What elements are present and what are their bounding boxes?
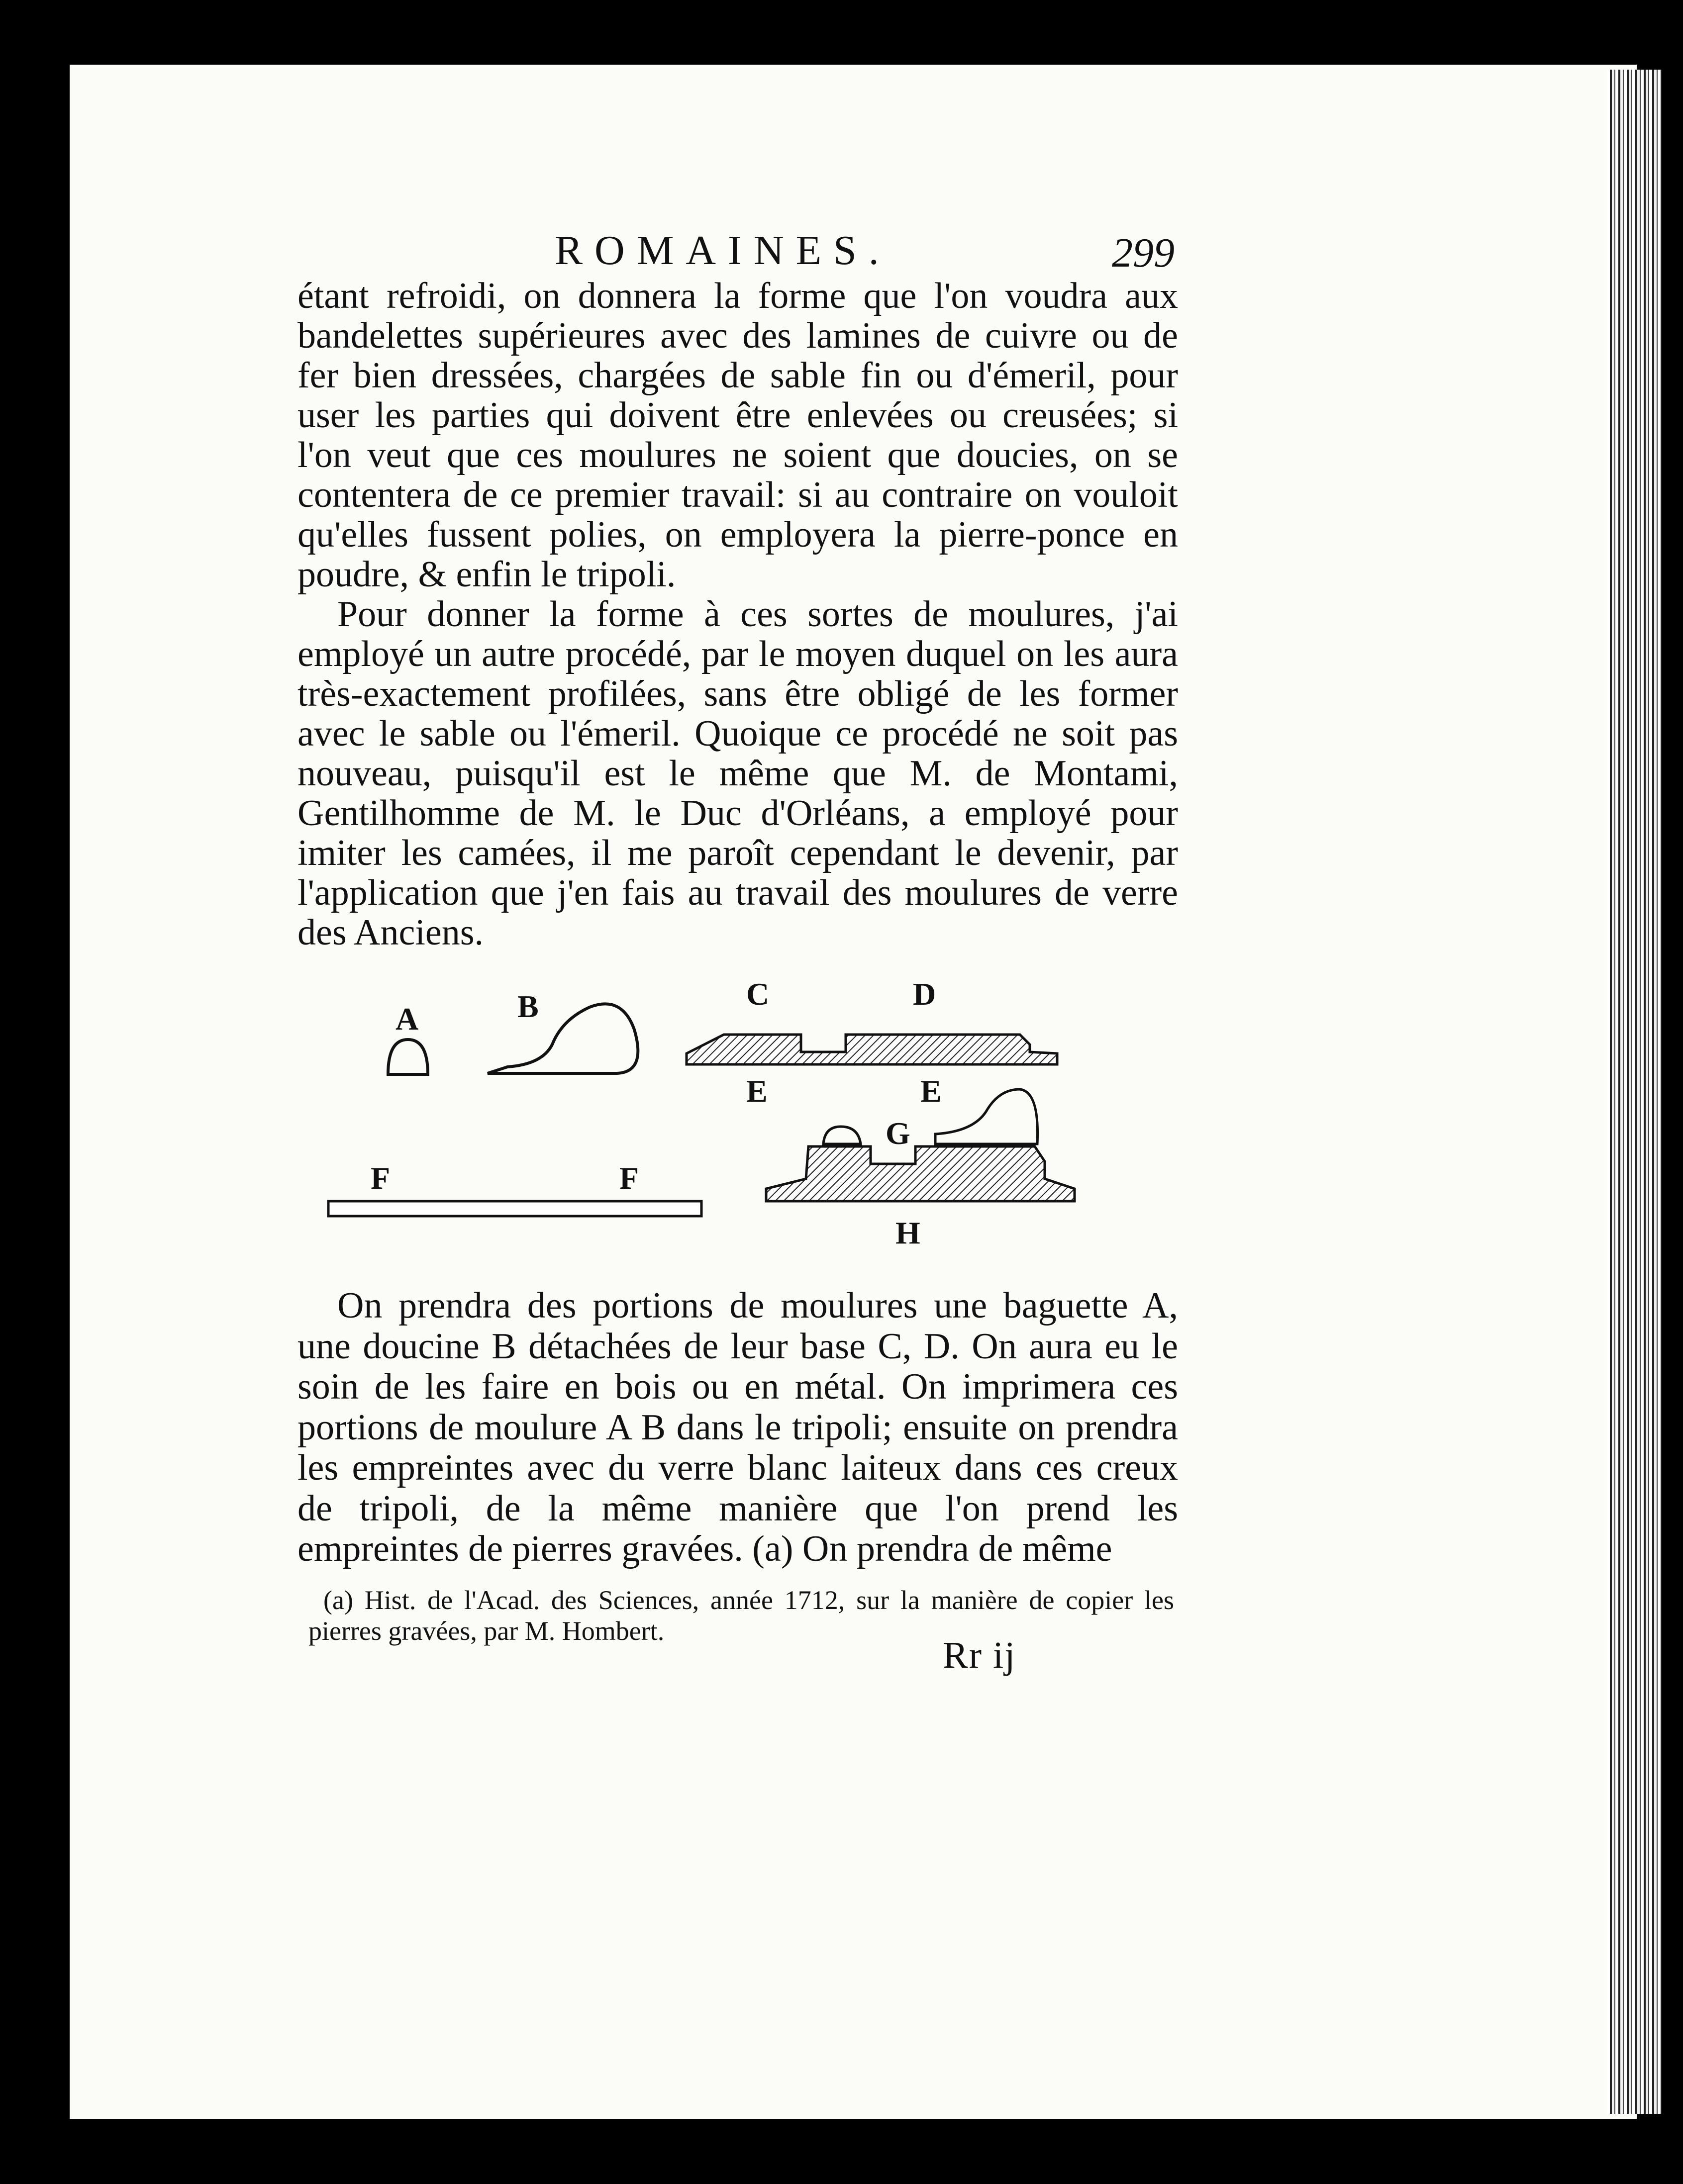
label-h: H xyxy=(895,1215,920,1250)
text-block-upper xyxy=(297,276,1178,952)
label-c: C xyxy=(746,976,770,1012)
paragraph-3: On prendra des portions de moulures une baguette A, une doucine B détachées de leur base C, D. On aura eu le soin de les faire en bois ou en métal. On imprimera ces portions de moulure A B dans le tripoli; ensuite on prendra les empreintes avec du verre blanc laiteux dans ces creux de tripoli, de la même manière que l'on prend les empreintes de pierres gravées. (a) On prendra de même xyxy=(297,1285,1178,1569)
label-g: G xyxy=(886,1116,910,1151)
signature-mark: Rr ij xyxy=(943,1634,1016,1676)
label-f-left: F xyxy=(371,1160,391,1196)
label-b: B xyxy=(517,989,539,1024)
text-block-lower xyxy=(297,1286,1178,1570)
doucine-on-base-shape xyxy=(935,1089,1038,1144)
base-h-shape xyxy=(766,1146,1075,1201)
paragraph-1: étant refroidi, on donnera la forme que l'on voudra aux bandelettes supérieures avec des lamines de cuivre ou de fer bien dressées, chargées de sable fin ou d'émeril, pour user les parties qui doivent être enlevées ou creusées; si l'on veut que ces moulures ne soient que doucies, on se contentera de ce premier travail: si au contraire on vouloit qu'elles fussent polies, on employera la pierre-ponce en poudre, & enfin le tripoli. xyxy=(297,276,1178,595)
label-e-left: E xyxy=(746,1073,768,1109)
moulding-figure xyxy=(318,965,1174,1263)
label-a: A xyxy=(396,1001,419,1037)
page-number: 299 xyxy=(1112,230,1175,276)
footnote: (a) Hist. de l'Acad. des Sciences, année 1712, sur la manière de copier les pierres gravées, par M. Hombert. xyxy=(308,1585,1174,1646)
baguette-on-base-shape xyxy=(823,1127,861,1144)
label-e-right: E xyxy=(920,1073,942,1109)
doucine-b-shape xyxy=(488,1004,638,1073)
plate-f-shape xyxy=(328,1201,701,1216)
baguette-a-shape xyxy=(388,1040,428,1074)
page-edges xyxy=(1607,70,1662,2114)
moulding-diagram xyxy=(318,965,1174,1263)
running-title: ROMAINES. xyxy=(555,227,891,274)
base-cd-shape xyxy=(687,1035,1057,1064)
label-f-right: F xyxy=(619,1160,639,1196)
paragraph-2: Pour donner la forme à ces sortes de moulures, j'ai employé un autre procédé, par le moyen duquel on les aura très-exactement profilées, sans être obligé de les former avec le sable ou l'émeril. Quoique ce procédé ne soit pas nouveau, puisqu'il est le même que M. de Montami, Gentilhomme de M. le Duc d'Orléans, a employé pour imiter les camées, il me paroît cependant le devenir, par l'application que j'en fais au travail des moulures de verre des Anciens. xyxy=(297,594,1178,953)
label-d: D xyxy=(913,976,936,1012)
